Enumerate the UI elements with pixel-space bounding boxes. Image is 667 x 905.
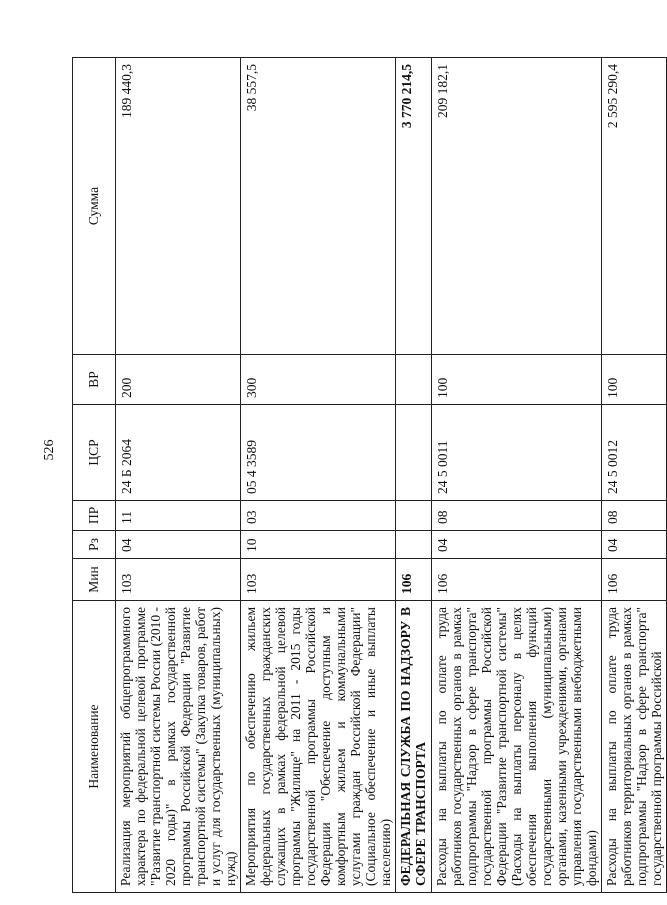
table-row [432,58,602,893]
row-sum: 3 770 214,5 [396,58,432,355]
row-vr: 100 [432,355,602,405]
budget-table-page [72,58,664,893]
page-number: 526 [42,439,57,461]
row-min: 106 [602,559,667,601]
row-name: Реализация мероприятий общепрограммного характера по федеральной целевой программе "Развитие транспортной системы России (2010 - 2020 годы)" в рамках государственной программы Российской Федерации "Развитие транспортной системы" (Закупка товаров, работ и услуг для государственных (муниципальных) нужд) [116,601,241,893]
row-rz: 10 [241,531,396,559]
header-min: Мин [73,559,116,601]
row-min: 103 [116,559,241,601]
header-vr: ВР [73,355,116,405]
header-rz: Рз [73,531,116,559]
header-pr: ПР [73,501,116,531]
row-name: Расходы на выплаты по оплате труда работников территориальных органов в рамках подпрограммы "Надзор в сфере транспорта" государственной программы Российской [602,601,667,893]
budget-table [72,57,667,893]
row-vr: 100 [602,355,667,405]
rotated-table-container [72,58,664,893]
row-vr [396,355,432,405]
row-min: 103 [241,559,396,601]
row-pr: 11 [116,501,241,531]
row-sum: 209 182,1 [432,58,602,355]
row-rz: 04 [602,531,667,559]
row-rz: 04 [432,531,602,559]
header-csr: ЦСР [73,405,116,501]
row-rz [396,531,432,559]
table-row [241,58,396,893]
table-header-row [73,58,116,893]
row-pr: 08 [432,501,602,531]
row-sum: 38 557,5 [241,58,396,355]
row-sum: 2 595 290,4 [602,58,667,355]
header-sum: Сумма [73,58,116,355]
row-csr: 24 5 0012 [602,405,667,501]
row-vr: 300 [241,355,396,405]
row-min: 106 [396,559,432,601]
row-min: 106 [432,559,602,601]
row-sum: 189 440,3 [116,58,241,355]
row-name: Расходы на выплаты по оплате труда работников государственных органов в рамках подпрограммы "Надзор в сфере транспорта" государственной программы Российской Федерации "Развитие транспортной системы" (Расходы на выплаты персоналу в целях обеспечения выполнения функций государственными (муниципальными) органами, казенными учреждениями, органами управления государственными внебюджетными фондами) [432,601,602,893]
table-row [116,58,241,893]
row-csr: 24 Б 2064 [116,405,241,501]
row-vr: 200 [116,355,241,405]
row-pr: 08 [602,501,667,531]
table-row [602,58,667,893]
table-row-section-header [396,58,432,893]
row-rz: 04 [116,531,241,559]
row-name: Мероприятия по обеспечению жильем федеральных государственных гражданских служащих в рамках федеральной целевой программы "Жилище" на 2011 - 2015 годы государственной программы Российской Федерации "Обеспечение доступным и комфортным жильем и коммунальными услугами граждан Российской Федерации" (Социальное обеспечение и иные выплаты населению) [241,601,396,893]
row-csr: 05 4 3589 [241,405,396,501]
header-name: Наименование [73,601,116,893]
row-csr [396,405,432,501]
row-name: ФЕДЕРАЛЬНАЯ СЛУЖБА ПО НАДЗОРУ В СФЕРЕ ТРАНСПОРТА [396,601,432,893]
row-csr: 24 5 0011 [432,405,602,501]
row-pr: 03 [241,501,396,531]
row-pr [396,501,432,531]
